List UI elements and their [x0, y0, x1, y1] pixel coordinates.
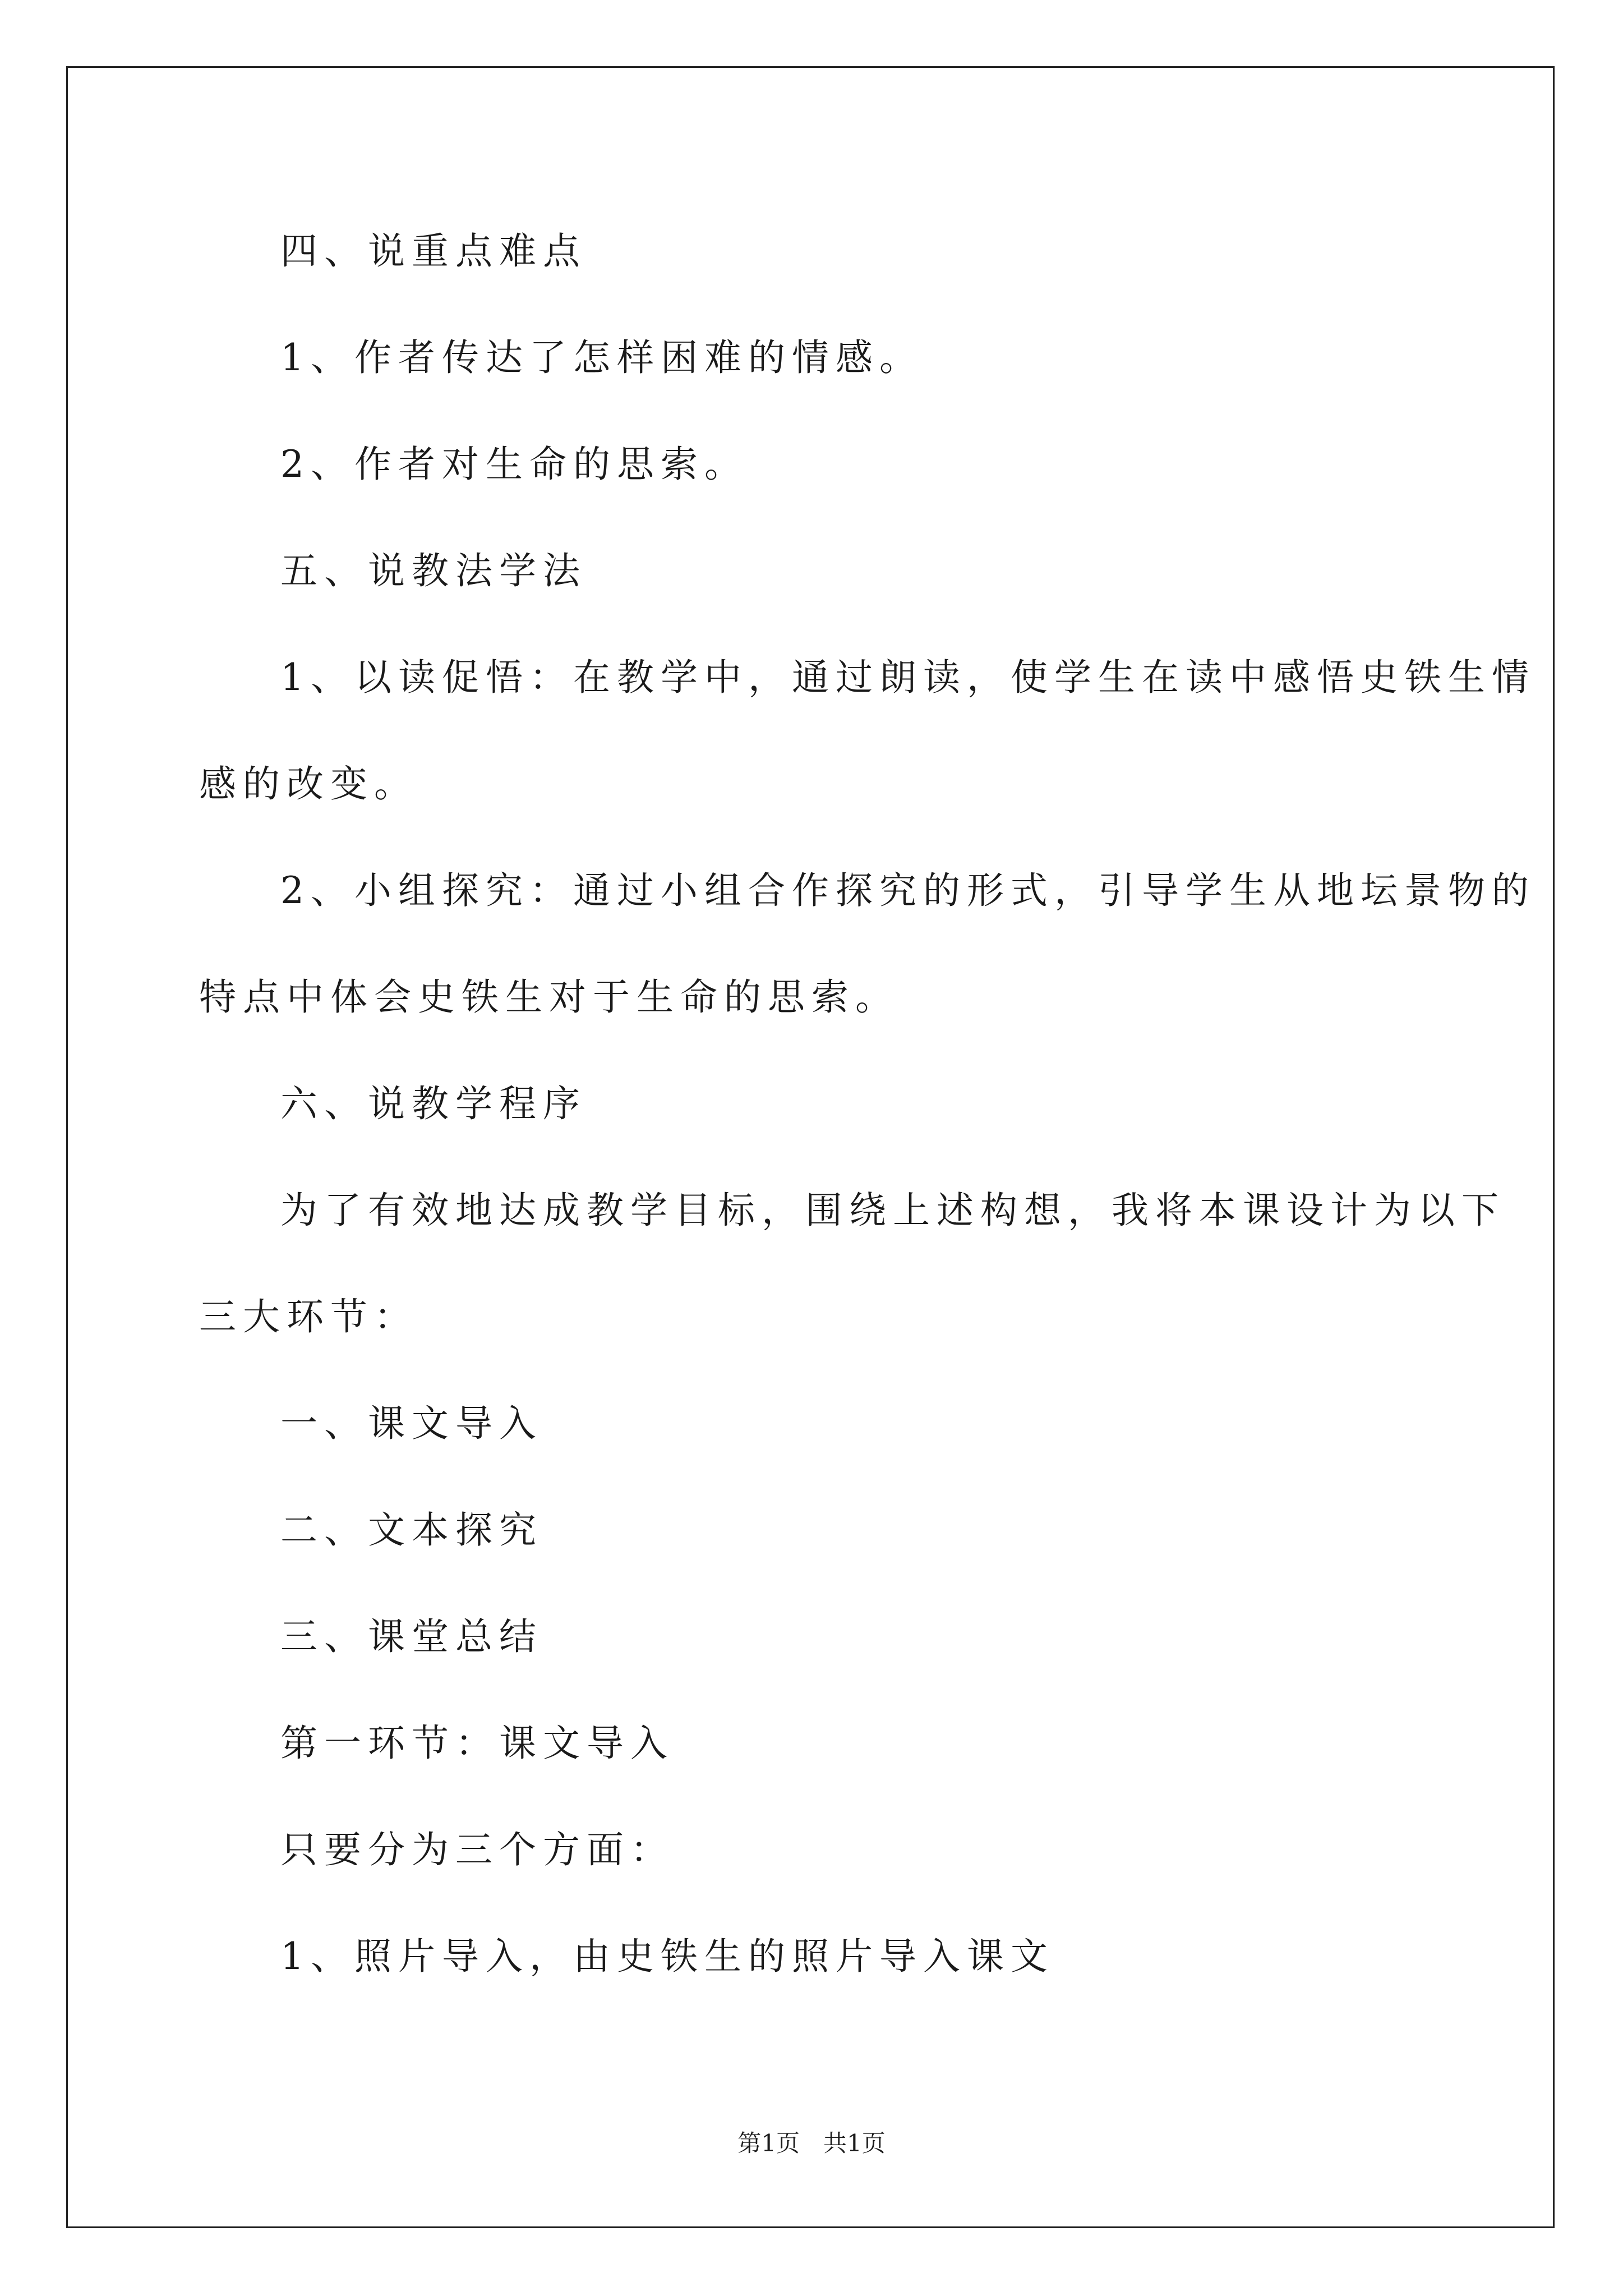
- list-item: 三、课堂总结: [280, 1615, 543, 1658]
- heading-key-difficult-points: 四、说重点难点: [280, 229, 587, 273]
- list-item: 1、照片导入，由史铁生的照片导入课文: [280, 1935, 1054, 1978]
- heading-teaching-procedure: 六、说教学程序: [280, 1082, 587, 1125]
- paragraph-line: 只要分为三个方面：: [280, 1828, 674, 1871]
- list-item: 1、作者传达了怎样困难的情感。: [280, 336, 923, 379]
- paragraph-line: 1、以读促悟：在教学中，通过朗读，使学生在读中感悟史铁生情: [280, 656, 1536, 699]
- paragraph-line: 三大环节：: [199, 1295, 418, 1338]
- paragraph-line: 为了有效地达成教学目标，围绕上述构想，我将本课设计为以下: [280, 1189, 1505, 1232]
- paragraph-line: 感的改变。: [199, 762, 418, 806]
- list-item: 二、文本探究: [280, 1508, 543, 1552]
- heading-teaching-methods: 五、说教法学法: [280, 549, 587, 592]
- paragraph-line: 2、小组探究：通过小组合作探究的形式，引导学生从地坛景物的: [280, 869, 1536, 912]
- list-item: 2、作者对生命的思索。: [280, 443, 748, 486]
- paragraph-line: 特点中体会史铁生对于生命的思索。: [199, 976, 899, 1019]
- section-heading: 第一环节：课文导入: [280, 1722, 674, 1765]
- page-number-footer: 第1页 共1页: [737, 2129, 886, 2157]
- page-border: [66, 66, 1555, 2228]
- list-item: 一、课文导入: [280, 1402, 543, 1445]
